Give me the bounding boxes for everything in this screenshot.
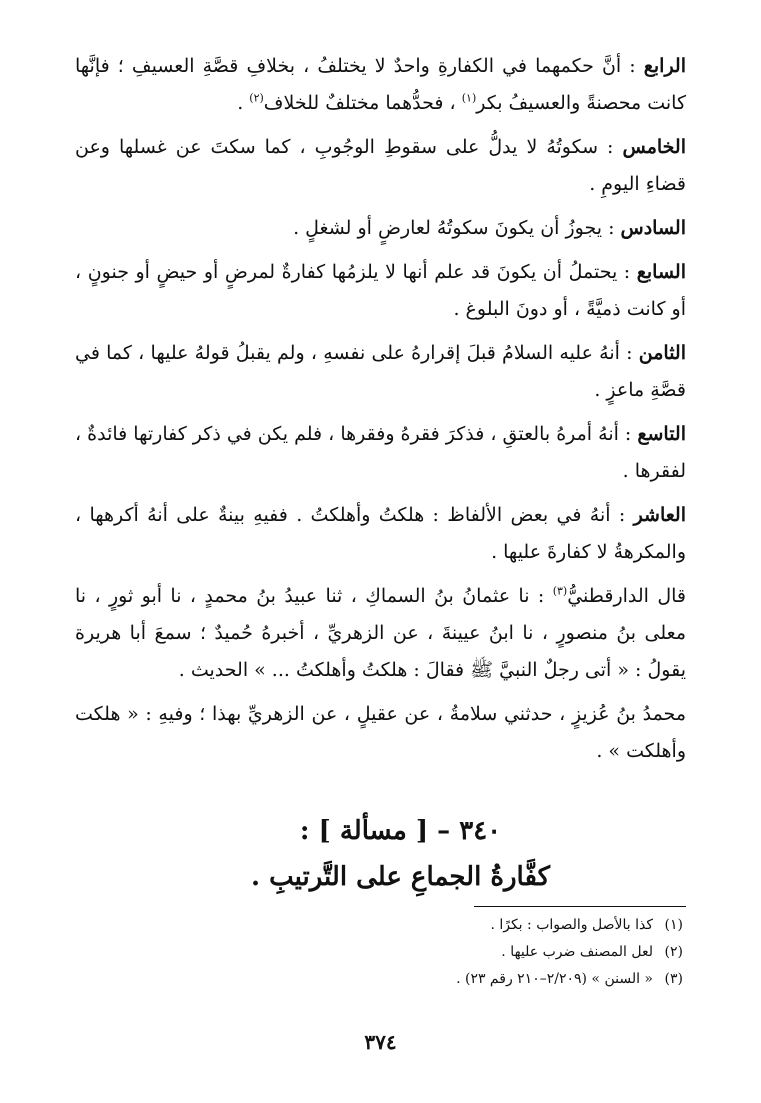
paragraph-text: : أنَّ حكمهما في الكفارةِ واحدٌ لا يختلفُ ، بخلافِ قصَّةِ العسيفِ ؛ فإنَّها كانت محصنةً والعسيفُ بكر [75, 55, 686, 114]
paragraph-label: السابع [636, 261, 686, 283]
paragraph-label: الرابع [643, 55, 686, 77]
paragraph-tenth [75, 497, 686, 571]
footnotes [75, 912, 683, 993]
footnote-text: « السنن » (٢/٢٠٩–٢١٠ رقم ٢٣) . [456, 971, 653, 987]
footnote-item [75, 966, 683, 993]
paragraph-label: الثامن [638, 342, 686, 364]
paragraph-eighth [75, 335, 686, 409]
paragraph-text: : يحتملُ أن يكونَ قد علم أنها لا يلزمُها كفارةٌ لمرضٍ أو حيضٍ أو جنونٍ ، أو كانت ذميَّةً ، أو دونَ البلوغ . [75, 261, 686, 320]
paragraph-text: قال الدارقطنيُّ [567, 585, 687, 607]
paragraph-text: : أنهُ في بعض الألفاظ : هلكتُ وأهلكتُ . ففيهِ بينةٌ على أنهُ أكرهها ، والمكرهةُ لا كفارةَ عليها . [75, 504, 686, 563]
paragraph-text: : يجوزُ أن يكونَ سكوتُهُ لعارضٍ أو لشغلٍ . [293, 217, 621, 239]
paragraph-text-end: . [237, 92, 250, 114]
paragraph-seventh [75, 254, 686, 328]
footnote-text: كذا بالأصل والصواب : بكرًا . [490, 917, 653, 933]
paragraph-text-cont: : نا عثمانُ بنُ السماكِ ، ثنا عبيدُ بنُ محمدٍ ، نا أبو ثورٍ ، نا معلى بنُ منصورٍ ، نا ابنُ عيينةَ ، عن الزهريِّ ، أخبرهُ حُميدٌ ؛ سمعَ أبا هريرة يقولُ : « أتى رجلٌ النبيَّ ﷺ فقالَ : هلكتُ وأهلكتُ ... » الحديث . [75, 585, 686, 681]
footnote-item [75, 939, 683, 966]
issue-number-heading: ٣٤٠ – [ مسألة ] : [299, 816, 502, 846]
paragraph-fifth [75, 129, 686, 203]
footnote-divider [474, 906, 686, 907]
paragraph-label: التاسع [637, 423, 686, 445]
footnote-ref: (٢) [249, 91, 264, 105]
paragraph-sixth [75, 210, 686, 247]
paragraph-label: العاشر [633, 504, 686, 526]
footnote-number: (٣) [664, 971, 683, 987]
paragraph-text: : سكوتُهُ لا يدلُّ على سقوطِ الوجُوبِ ، كما سكتَ عن غسلها وعن قضاءِ اليومِ . [75, 136, 686, 195]
paragraph-text: : أنهُ أمرهُ بالعتقِ ، فذكرَ فقرهُ وفقرها ، فلم يكن في ذكر كفارتها فائدةٌ ، لفقرها . [75, 423, 686, 482]
paragraph-ninth [75, 416, 686, 490]
footnote-number: (١) [664, 917, 683, 933]
paragraph-text-cont: ، فحدُّهما مختلفٌ للخلاف [263, 92, 462, 114]
paragraph-label: السادس [620, 217, 686, 239]
paragraph-fourth [75, 48, 686, 122]
main-text [75, 48, 686, 777]
footnote-number: (٢) [664, 944, 683, 960]
section-heading [0, 808, 761, 900]
paragraph-text: : أنهُ عليه السلامُ قبلَ إقرارهُ على نفسهِ ، ولم يقبلُ قولهُ عليها ، كما في قصَّةِ ماعزٍ . [75, 342, 686, 401]
footnote-ref: (٣) [552, 584, 568, 598]
issue-title-heading: كفَّارةُ الجماعِ على التَّرتيبِ . [250, 862, 551, 892]
paragraph-label: الخامس [622, 136, 686, 158]
paragraph-daraqutni-chain [75, 578, 686, 689]
paragraph-second-chain [75, 696, 686, 770]
paragraph-text: محمدُ بنُ عُزيزٍ ، حدثني سلامةُ ، عن عقيلٍ ، عن الزهريِّ بهذا ؛ وفيهِ : « هلكت وأهلكت » . [75, 703, 686, 762]
footnote-item [75, 912, 683, 939]
footnote-ref: (١) [461, 91, 477, 105]
footnote-text: لعل المصنف ضرب عليها . [501, 944, 653, 960]
page-number: ٣٧٤ [364, 1030, 397, 1054]
